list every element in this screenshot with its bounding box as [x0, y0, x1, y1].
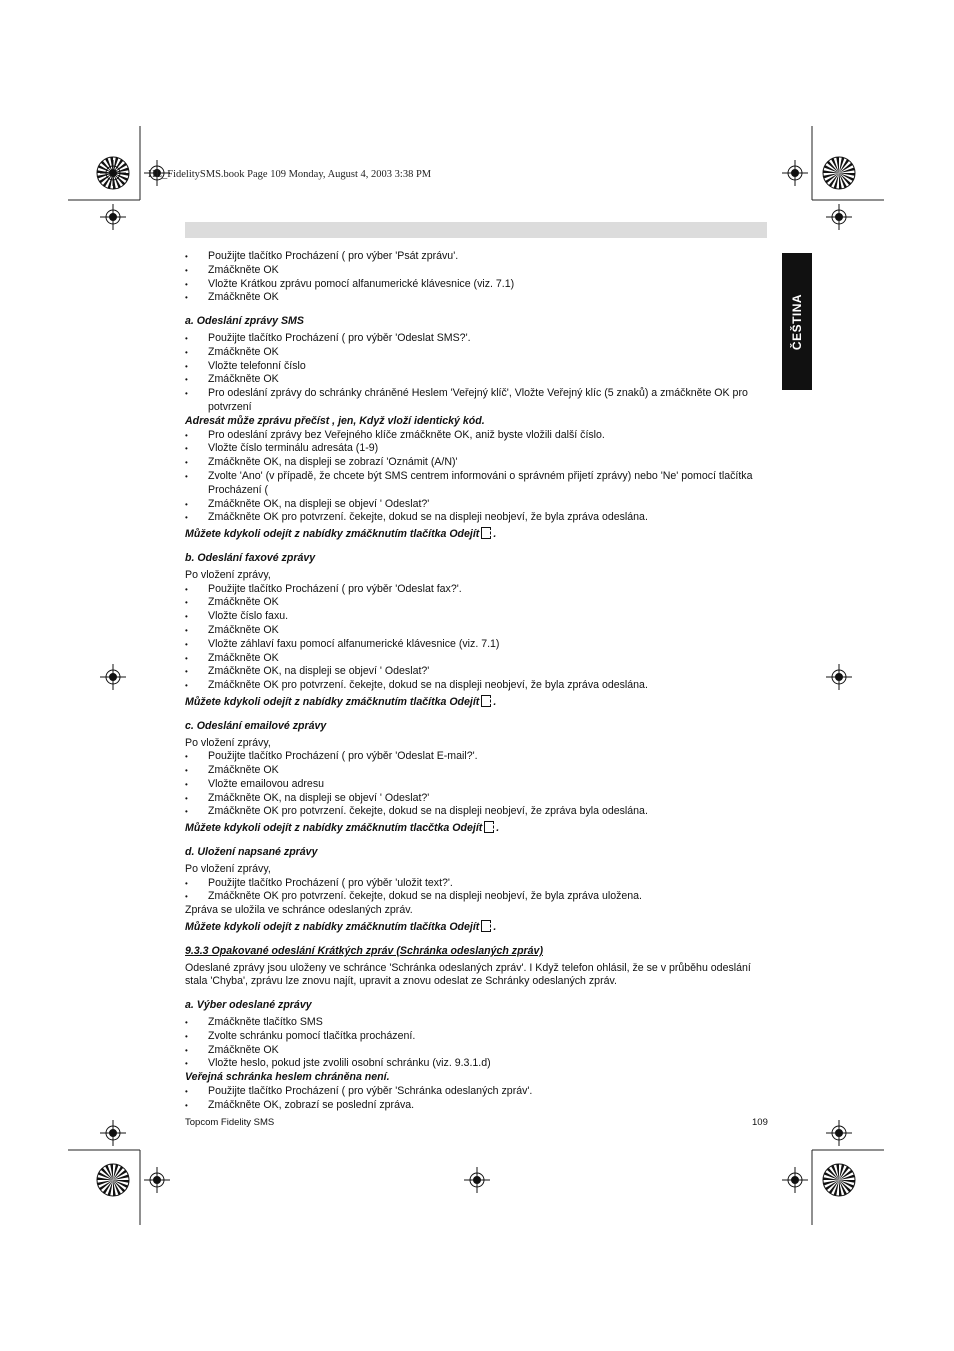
starburst-target [823, 157, 855, 189]
list-item: • Zmáčkněte OK, na displeji se objeví ' Odeslat?' [185, 792, 767, 806]
exit-icon [481, 920, 491, 932]
paragraph: Zpráva se uložila ve schránce odeslaných zpráv. [185, 904, 413, 917]
exit-note-text: Můžete kdykoli odejít z nabídky zmáčknutím tlačítka Odejít [185, 695, 480, 708]
list-item: • Vložte Krátkou zprávu pomocí alfanumerické klávesnice (viz. 7.1) [185, 278, 767, 292]
starburst-target [97, 157, 129, 189]
bullet-list [185, 750, 767, 819]
list-item: • Zmáčkněte OK [185, 764, 767, 778]
list-item: • Zmáčkněte OK [185, 652, 767, 666]
list-item: • Vložte záhlaví faxu pomocí alfanumerické klávesnice (viz. 7.1) [185, 638, 767, 652]
registration-crosshair [100, 204, 126, 230]
registration-crosshair [826, 1120, 852, 1146]
list-item: • Použijte tlačítko Procházení ( pro výběr 'Odeslat SMS?'. [185, 332, 767, 346]
language-tab [782, 253, 812, 390]
list-item: • Zmáčkněte OK pro potvrzení. čekejte, dokud se na displeji neobjeví, že zpráva byla odeslána. [185, 805, 767, 819]
list-item: • Použijte tlačítko Procházení ( pro výber 'Psát zprávu'. [185, 250, 767, 264]
exit-note: Můžete kdykoli odejít z nabídky zmáčknutím tlačítka Odejít . [185, 528, 497, 541]
paragraph: Po vložení zprávy, [185, 568, 271, 581]
bullet-list [185, 332, 767, 415]
exit-note-text: Můžete kdykoli odejít z nabídky zmáčknutím tlacčtka Odejít [185, 822, 483, 835]
emphasis-note: Adresát může zprávu přečíst , jen, Když vloží identický kód. [185, 414, 485, 427]
registration-crosshair [782, 1167, 808, 1193]
paragraph: Po vložení zprávy, [185, 736, 271, 749]
exit-icon [484, 821, 494, 833]
exit-note: Můžete kdykoli odejít z nabídky zmáčknutím tlacčtka Odejít . [185, 822, 500, 835]
bullet-list [185, 583, 767, 693]
list-item: • Zmáčkněte OK, zobrazí se poslední zpráva. [185, 1099, 767, 1113]
starburst-target [823, 1164, 855, 1196]
section-heading: a. Výber odeslané zprávy [185, 999, 312, 1012]
exit-note: Můžete kdykoli odejít z nabídky zmáčknutím tlačítka Odejít . [185, 921, 497, 934]
exit-note: Můžete kdykoli odejít z nabídky zmáčknutím tlačítka Odejít . [185, 695, 497, 708]
registration-crosshair [826, 664, 852, 690]
list-item: • Vložte heslo, pokud jste zvolili osobní schránku (viz. 9.3.1.d) [185, 1057, 767, 1071]
paragraph: Po vložení zprávy, [185, 862, 271, 875]
list-item: • Zmáčkněte OK pro potvrzení. čekejte, dokud se na displeji neobjeví, že byla zpráva uložena. [185, 890, 767, 904]
section-heading: b. Odeslání faxové zprávy [185, 551, 316, 564]
list-item: • Zvolte schránku pomocí tlačítka procházení. [185, 1030, 767, 1044]
list-item: • Zmáčkněte OK pro potvrzení. čekejte, dokud se na displeji neobjeví, že byla zpráva odeslána. [185, 511, 767, 525]
list-item: • Použijte tlačítko Procházení ( pro výběr 'Odeslat fax?'. [185, 583, 767, 597]
page-number: 109 [752, 1117, 768, 1128]
list-item: • Zmáčkněte OK pro potvrzení. čekejte, dokud se na displeji neobjeví, že byla zpráva odeslána. [185, 679, 767, 693]
list-item: • Zmáčkněte OK, na displeji se objeví ' Odeslat?' [185, 665, 767, 679]
page-content [185, 250, 767, 1113]
section-heading: d. Uložení napsané zprávy [185, 846, 318, 859]
footer-brand: Topcom Fidelity SMS [185, 1117, 275, 1128]
exit-icon [481, 695, 491, 707]
section-heading: a. Odeslání zprávy SMS [185, 315, 304, 328]
list-item: • Zmáčkněte OK [185, 291, 767, 305]
list-item: • Zmáčkněte OK [185, 1044, 767, 1058]
list-item: • Pro odeslání zprávy bez Veřejného klíče zmáčkněte OK, aniž byste vložili další číslo. [185, 429, 767, 443]
exit-icon [481, 527, 491, 539]
registration-crosshair [464, 1167, 490, 1193]
exit-note-text: Můžete kdykoli odejít z nabídky zmáčknutím tlačítka Odejít [185, 528, 480, 541]
list-item: • Vložte emailovou adresu [185, 778, 767, 792]
bullet-list [185, 1085, 767, 1113]
subsection-title: 9.3.3 Opakované odeslání Krátkých zpráv (Schránka odeslaných zpráv) [185, 944, 543, 957]
list-item: • Vložte telefonní číslo [185, 360, 767, 374]
registration-crosshair [826, 204, 852, 230]
bullet-list [185, 1016, 767, 1071]
list-item: • Zmáčkněte OK, na displeji se zobrazí 'Oznámit (A/N)' [185, 456, 767, 470]
registration-crosshair [782, 160, 808, 186]
header-bar [185, 222, 767, 238]
bullet-list [185, 250, 767, 305]
list-item: • Zmáčkněte tlačítko SMS [185, 1016, 767, 1030]
registration-crosshair [100, 1120, 126, 1146]
book-header: HL_FidelitySMS.book Page 109 Monday, August 4, 2003 3:38 PM [148, 169, 432, 180]
registration-crosshair [144, 1167, 170, 1193]
list-item: • Zmáčkněte OK [185, 346, 767, 360]
exit-note-text: Můžete kdykoli odejít z nabídky zmáčknutím tlačítka Odejít [185, 921, 480, 934]
list-item: • Zmáčkněte OK [185, 624, 767, 638]
bullet-list [185, 877, 767, 905]
bullet-list [185, 429, 767, 526]
section-heading: c. Odeslání emailové zprávy [185, 719, 327, 732]
starburst-target [97, 1164, 129, 1196]
list-item: • Zmáčkněte OK [185, 264, 767, 278]
list-item: • Použijte tlačítko Procházení ( pro výběr 'Schránka odeslaných zpráv'. [185, 1085, 767, 1099]
paragraph: Odeslané zprávy jsou uloženy ve schránce 'Schránka odeslaných zpráv'. I Když telefon ohlásil, že se v průběhu odeslání stala 'Chyba', zprávu lze znovu najít, upravit a znovu odeslat ze Schránky odeslaných zpráv. [185, 961, 751, 988]
list-item: • Zvolte 'Ano' (v případě, že chcete být SMS centrem informováni o správném přijetí zprávy) nebo 'Ne' pomocí tlačítka Procházení ( [185, 470, 767, 498]
list-item: • Vložte číslo faxu. [185, 610, 767, 624]
registration-crosshair [100, 664, 126, 690]
language-tab-label: ČEŠTINA [790, 293, 805, 350]
list-item: • Pro odeslání zprávy do schránky chráněné Heslem 'Veřejný klíč', Vložte Veřejný klíc (5 znaků) a zmáčkněte OK pro potvrzení [185, 387, 767, 415]
list-item: • Zmáčkněte OK, na displeji se objeví ' Odeslat?' [185, 498, 767, 512]
list-item: • Zmáčkněte OK [185, 373, 767, 387]
list-item: • Zmáčkněte OK [185, 596, 767, 610]
list-item: • Použijte tlačítko Procházení ( pro výběr 'Odeslat E-mail?'. [185, 750, 767, 764]
list-item: • Vložte číslo terminálu adresáta (1-9) [185, 442, 767, 456]
emphasis-note: Veřejná schránka heslem chráněna není. [185, 1071, 390, 1084]
list-item: • Použijte tlačítko Procházení ( pro výběr 'uložit text?'. [185, 877, 767, 891]
